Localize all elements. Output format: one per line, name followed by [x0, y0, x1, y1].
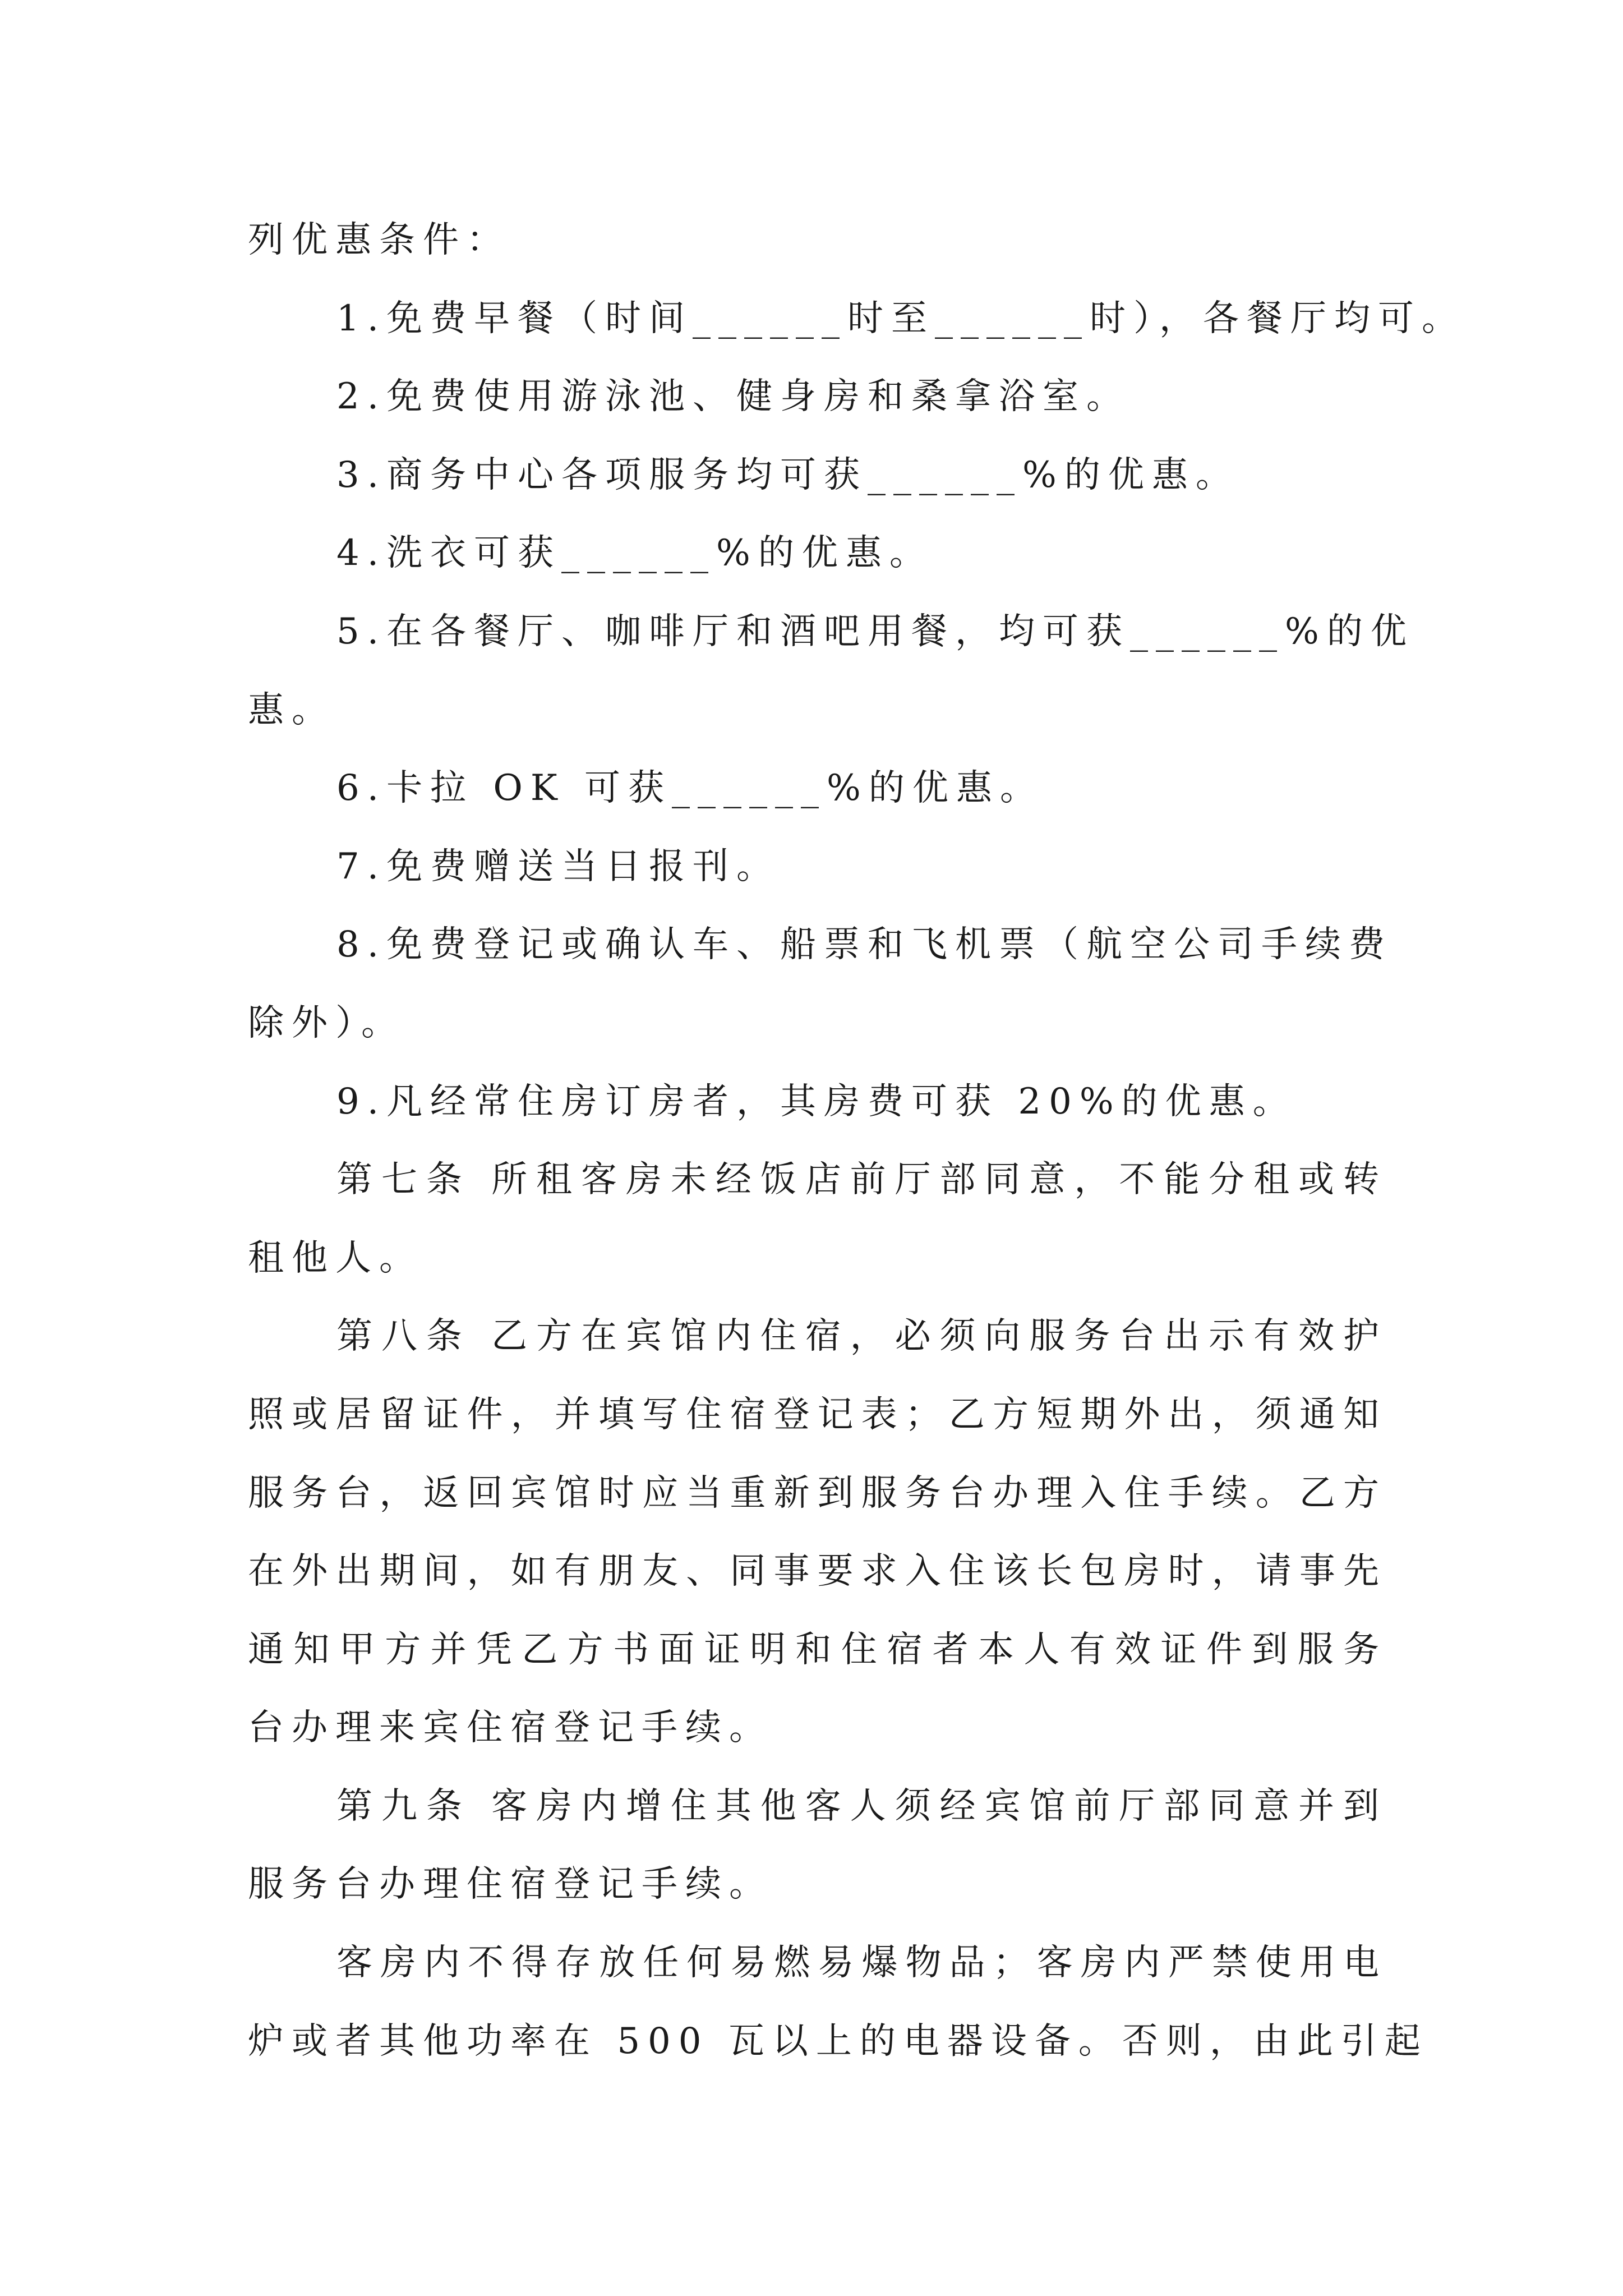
- benefit-line: 9.凡经常住房订房者，其房费可获 20%的优惠。: [336, 1080, 1297, 1122]
- article-8: [248, 1297, 1387, 1768]
- benefit-line: 3.商务中心各项服务均可获______%的优惠。: [336, 454, 1239, 496]
- paragraph-line: 炉或者其他功率在 500 瓦以上的电器设备。否则，由此引起: [248, 2020, 1428, 2062]
- safety-paragraph: [248, 1924, 1428, 2081]
- article-line: 服务台，返回宾馆时应当重新到服务台办理入住手续。乙方: [248, 1472, 1387, 1514]
- article-line: 照或居留证件，并填写住宿登记表；乙方短期外出，须通知: [248, 1393, 1387, 1435]
- article-line: 在外出期间，如有朋友、同事要求入住该长包房时，请事先: [248, 1550, 1387, 1593]
- benefit-item-1: [248, 280, 1466, 358]
- benefit-line: 8.免费登记或确认车、船票和飞机票（航空公司手续费: [336, 924, 1393, 966]
- benefit-item-5: [248, 593, 1414, 749]
- benefit-item-6: [248, 749, 1387, 828]
- benefit-item-8: [248, 906, 1393, 1062]
- benefit-item-2: [248, 358, 1387, 436]
- benefit-line: 5.在各餐厅、咖啡厅和酒吧用餐，均可获______%的优: [336, 610, 1414, 652]
- article-line: 服务台办理住宿登记手续。: [248, 1864, 773, 1906]
- benefit-item-9: [248, 1063, 1387, 1142]
- paragraph-line: 客房内不得存放任何易燃易爆物品；客房内严禁使用电: [336, 1942, 1387, 1984]
- article-7: [248, 1141, 1387, 1297]
- benefit-line: 1.免费早餐（时间______时至______时），各餐厅均可。: [336, 297, 1466, 339]
- article-line: 第七条 所租客房未经饭店前厅部同意，不能分租或转: [336, 1159, 1387, 1201]
- article-line: 通知甲方并凭乙方书面证明和住宿者本人有效证件到服务: [248, 1628, 1387, 1671]
- article-9: [248, 1768, 1387, 1924]
- benefit-line: 除外）。: [248, 1002, 405, 1044]
- benefit-line: 2.免费使用游泳池、健身房和桑拿浴室。: [336, 376, 1131, 418]
- intro-paragraph: [248, 201, 1387, 280]
- article-line: 第八条 乙方在宾馆内住宿，必须向服务台出示有效护: [336, 1315, 1387, 1358]
- article-line: 第九条 客房内增住其他客人须经宾馆前厅部同意并到: [336, 1785, 1387, 1827]
- article-line: 台办理来宾住宿登记手续。: [248, 1707, 773, 1749]
- intro-line: 列优惠条件：: [248, 219, 510, 261]
- benefit-item-7: [248, 828, 1387, 907]
- benefit-item-4: [248, 514, 1387, 593]
- benefit-item-3: [248, 436, 1387, 515]
- benefit-line: 6.卡拉 OK 可获______%的优惠。: [336, 767, 1044, 809]
- article-line: 租他人。: [248, 1237, 423, 1279]
- document-body: [248, 201, 1466, 2081]
- benefit-line: 4.洗衣可获______%的优惠。: [336, 532, 933, 574]
- benefit-line: 惠。: [248, 689, 335, 731]
- benefit-line: 7.免费赠送当日报刊。: [336, 845, 781, 887]
